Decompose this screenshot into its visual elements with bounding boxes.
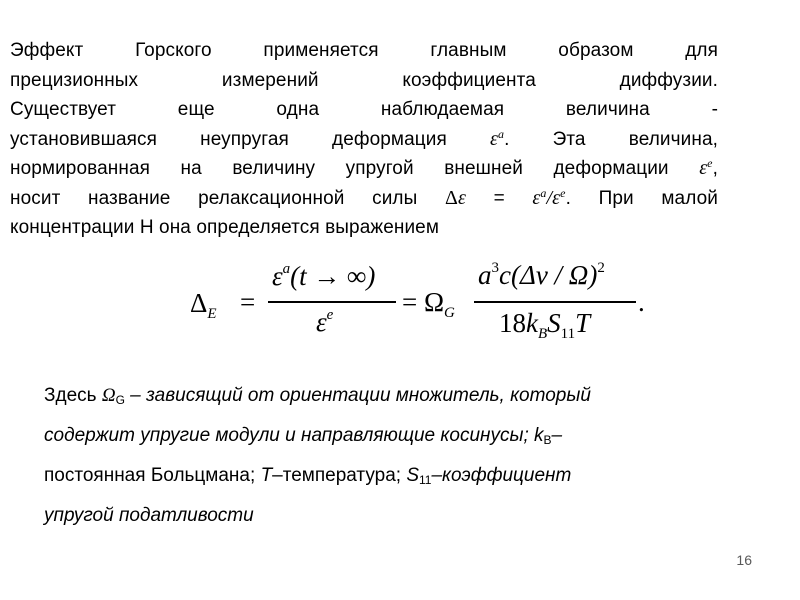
relaxation-formula (190, 257, 660, 347)
epsilon-a-symbol: $\varepsilon^a$ (489, 126, 505, 150)
text-line: прецизионных измерений коэффициента диффузии. (10, 69, 718, 91)
text-line: Здесь ΩG – зависящий от ориентации множитель, который (44, 385, 591, 407)
delta-epsilon-symbol: Δε (445, 186, 466, 209)
text-line: концентрации Н она определяется выражением (10, 217, 439, 238)
text-line: Эффект Горского применяется главным образом для (10, 40, 718, 61)
text-line: постоянная Больцмана; T–температура; S11–коэффициент (44, 465, 572, 487)
text-line: носит название релаксационной силы $\Delta\varepsilon = \varepsilon^a/\varepsilon^e$. При малой (10, 185, 718, 209)
text-line: содержит упругие модули и направляющие косинусы; kB– (44, 425, 563, 447)
intro-paragraph (10, 36, 718, 243)
text-line: установившаяся неупругая деформация $\varepsilon^a$. Эта величина, (10, 126, 718, 150)
epsilon-e-symbol: $\varepsilon^e$ (699, 156, 713, 179)
text-line: упругой податливости (44, 505, 254, 526)
page-number: 16 (736, 552, 752, 568)
text-line: Существует еще одна наблюдаемая величина - (10, 99, 718, 120)
formula-omega: = $\Omega_G$ (402, 287, 455, 321)
text-line: нормированная на величину упругой внешней деформации $\varepsilon^e$, (10, 156, 718, 179)
fraction1-numerator: $\varepsilon^a(t$ → ∞) (272, 261, 376, 291)
formula-lhs: $\Delta_E$ (190, 288, 217, 322)
formula-equals: = (240, 287, 256, 317)
fraction2-denominator: $18k_BS_{11}T$ (499, 308, 591, 342)
fraction1-bar (268, 301, 396, 303)
fraction1-denominator: $\varepsilon^e$ (316, 307, 334, 337)
fraction2-numerator: $a^3c(\Delta\nu / \Omega)^2$ (478, 260, 605, 290)
explanation-paragraph (44, 378, 764, 533)
formula-period: . (638, 287, 645, 317)
relaxation-ratio: $\varepsilon^a/\varepsilon^e$ (532, 185, 566, 209)
fraction2-bar (474, 301, 636, 303)
